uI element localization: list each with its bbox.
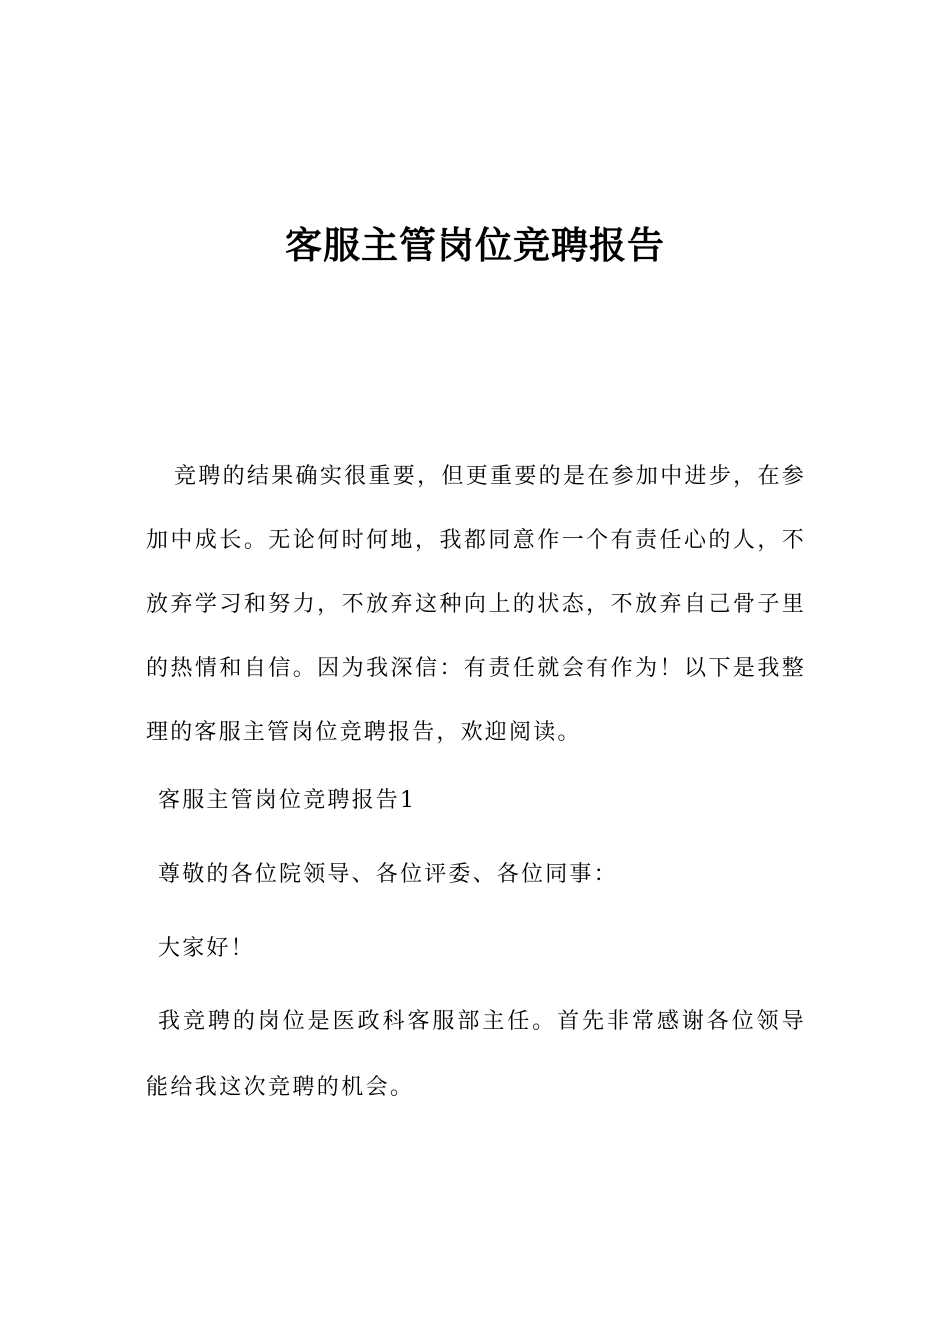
salutation: 尊敬的各位院领导、各位评委、各位同事： <box>158 862 618 887</box>
section-heading: 客服主管岗位竞聘报告1 <box>158 788 417 813</box>
document-title: 客服主管岗位竞聘报告 <box>285 224 665 267</box>
greeting: 大家好！ <box>158 936 255 961</box>
document-body <box>146 445 806 1121</box>
body-paragraph: 我竞聘的岗位是医政科客服部主任。首先非常感谢各位领导能给我这次竞聘的机会。 <box>146 1009 806 1100</box>
intro-paragraph: 竞聘的结果确实很重要，但更重要的是在参加中进步，在参加中成长。无论何时何地，我都同意作一个有责任心的人，不放弃学习和努力，不放弃这种向上的状态，不放弃自己骨子里的热情和自信。因为我深信：有责任就会有作为！以下是我整理的客服主管岗位竞聘报告，欢迎阅读。 <box>146 464 806 745</box>
